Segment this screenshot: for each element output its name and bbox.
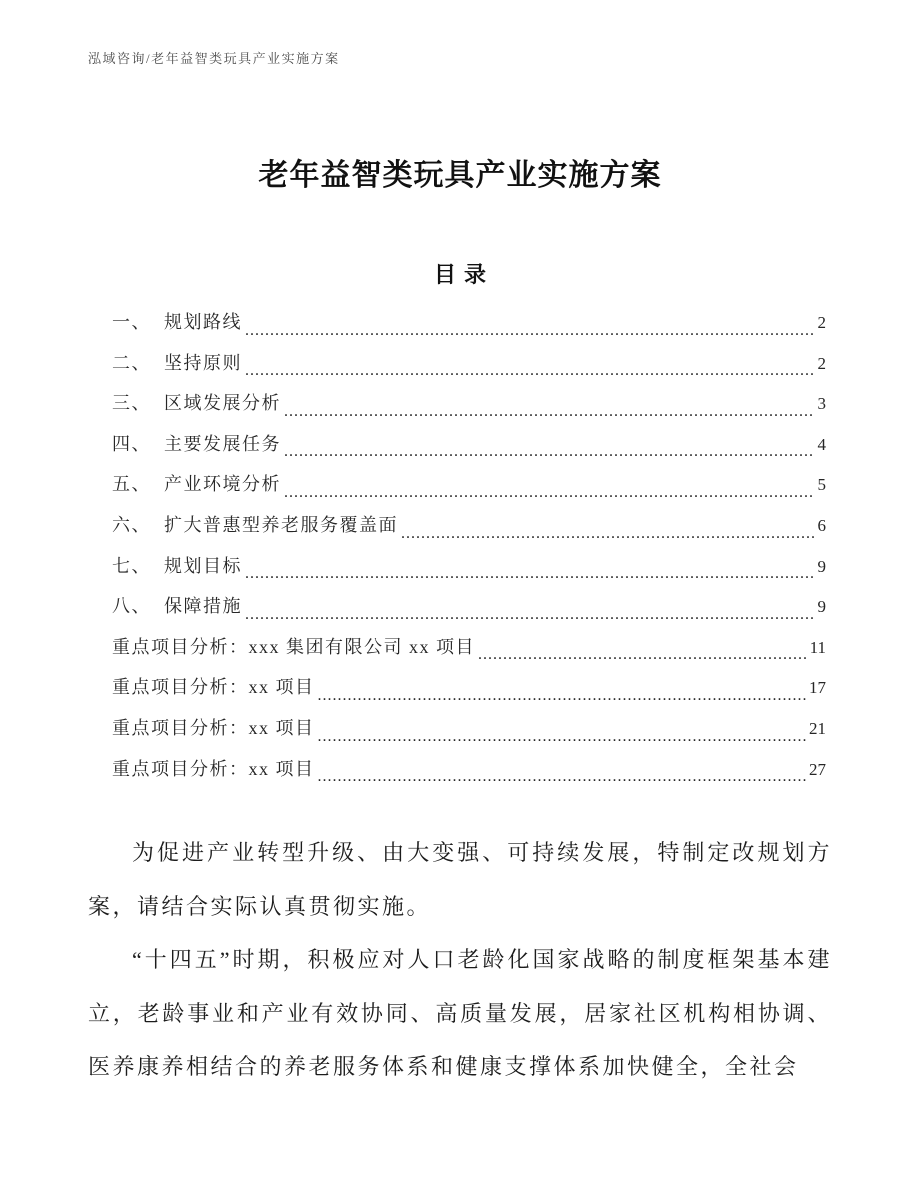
- toc-entry-page: 2: [817, 313, 826, 332]
- toc-entry-title: 扩大普惠型养老服务覆盖面: [164, 514, 398, 535]
- toc-entry[interactable]: [112, 430, 826, 471]
- toc-entry-page: 9: [817, 597, 826, 617]
- toc-entry-page: 21: [809, 718, 826, 738]
- toc-entry-page: 5: [817, 475, 826, 495]
- toc-entry[interactable]: [112, 349, 826, 390]
- toc-entry-title: 规划目标: [164, 555, 242, 576]
- toc-leader-dots: [318, 755, 807, 796]
- toc-entry[interactable]: [112, 592, 826, 633]
- body-paragraph: 为促进产业转型升级、由大变强、可持续发展，特制定改规划方案，请结合实际认真贯彻实施。: [88, 840, 832, 919]
- toc-entry[interactable]: [112, 552, 826, 593]
- document-body: [88, 826, 832, 1094]
- toc-entry-title: 保障措施: [164, 596, 242, 617]
- toc-entry-number: 六、: [112, 514, 151, 535]
- toc-entry-number: 五、: [112, 474, 151, 495]
- toc-entry-number: 二、: [112, 352, 151, 373]
- toc-entry[interactable]: [112, 633, 826, 674]
- toc-entry-number: 四、: [112, 433, 151, 454]
- toc-entry-title: 区域发展分析: [164, 393, 281, 414]
- toc-entry-page: 3: [817, 394, 826, 414]
- toc-leader-dots: [284, 430, 815, 471]
- body-paragraph: “十四五”时期，积极应对人口老龄化国家战略的制度框架基本建立，老龄事业和产业有效协同、高质量发展，居家社区机构相协调、医养康养相结合的养老服务体系和健康支撑体系加快健全，全社会: [88, 947, 832, 1079]
- toc-entry-page: 2: [817, 353, 826, 373]
- toc-leader-dots: [318, 673, 807, 714]
- toc-entry-page: 11: [809, 637, 826, 657]
- toc-entry-page: 6: [817, 515, 826, 535]
- toc-leader-dots: [245, 552, 815, 593]
- toc-entry-page: 27: [809, 759, 826, 779]
- page-title: 老年益智类玩具产业实施方案: [258, 159, 662, 193]
- toc-entry[interactable]: [112, 308, 826, 349]
- toc-entry-title: 重点项目分析：xx 项目: [112, 717, 315, 738]
- toc-entry-title: 规划路线: [164, 312, 242, 332]
- toc-leader-dots: [284, 389, 815, 430]
- toc-entry-page: 9: [817, 556, 826, 576]
- toc-leader-dots: [401, 511, 815, 552]
- toc-entry-number: 八、: [112, 596, 151, 617]
- toc-entry[interactable]: [112, 673, 826, 714]
- toc-entry-number: 七、: [112, 555, 151, 576]
- toc-entry-number: 三、: [112, 393, 151, 414]
- toc-entry-title: 坚持原则: [164, 352, 242, 373]
- toc-entry[interactable]: [112, 755, 826, 796]
- toc-entry-page: 17: [809, 678, 826, 698]
- toc-entry-title: 重点项目分析：xx 项目: [112, 758, 315, 779]
- toc-entry[interactable]: [112, 389, 826, 430]
- toc-entry-title: 主要发展任务: [164, 433, 281, 454]
- toc-leader-dots: [245, 592, 815, 633]
- toc-entry[interactable]: [112, 714, 826, 755]
- toc-entry[interactable]: [112, 511, 826, 552]
- toc-entry-title: 产业环境分析: [164, 474, 281, 495]
- toc-entry-page: 4: [817, 434, 826, 454]
- table-of-contents: [112, 308, 826, 795]
- toc-entry-number: 一、: [112, 312, 151, 332]
- toc-entry-title: 重点项目分析：xx 项目: [112, 677, 315, 698]
- toc-leader-dots: [318, 714, 807, 755]
- toc-entry-title: 重点项目分析：xxx 集团有限公司 xx 项目: [112, 636, 475, 657]
- toc-leader-dots: [245, 308, 815, 349]
- toc-heading: 目录: [433, 262, 494, 287]
- toc-leader-dots: [478, 633, 807, 674]
- toc-leader-dots: [284, 470, 815, 511]
- toc-entry[interactable]: [112, 470, 826, 511]
- toc-leader-dots: [245, 349, 815, 390]
- document-header: 泓域咨询/老年益智类玩具产业实施方案: [88, 51, 340, 66]
